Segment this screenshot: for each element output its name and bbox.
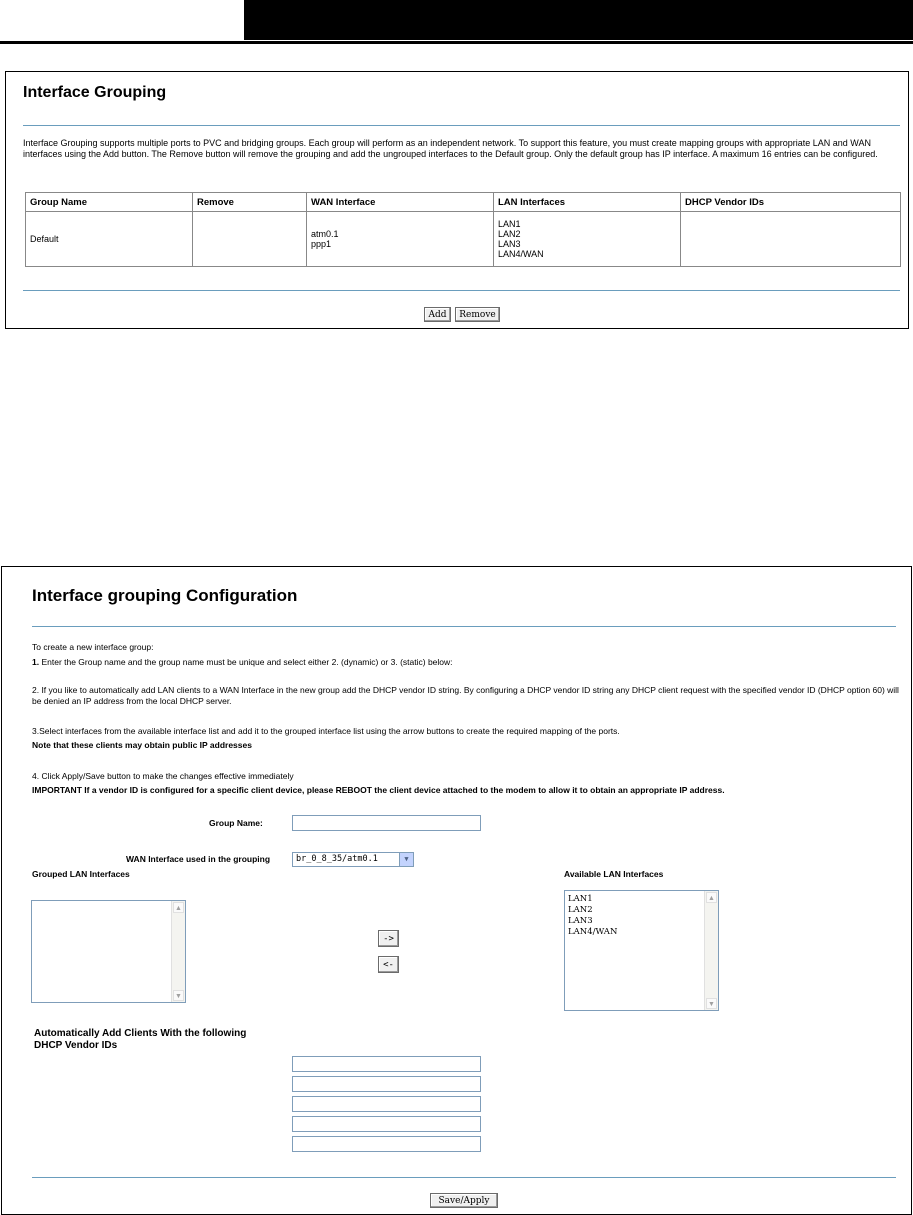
grouping-configuration-panel	[1, 566, 912, 1215]
grouping-description: Interface Grouping supports multiple ports to PVC and bridging groups. Each group will perform as an independent network. To support this feature, you must create mapping groups with appropriate LAN and WAN interfaces using the Add button. The Remove button will remove the grouping and add the ungrouped interfaces to the Default group. Only the default group has IP interface. A maximum 16 entries can be configured.	[23, 138, 878, 159]
step-1-number: 1.	[32, 657, 40, 667]
wan-interface-item: atm0.1	[311, 229, 339, 239]
move-left-button[interactable]: <-	[378, 956, 399, 973]
step-4: 4. Click Apply/Save button to make the changes effective immediately	[32, 771, 294, 781]
vendor-id-input-5[interactable]	[292, 1136, 481, 1152]
lan-interface-item: LAN2	[498, 229, 521, 239]
scroll-up-icon[interactable]: ▲	[706, 892, 717, 903]
divider	[23, 290, 900, 291]
header-rule	[0, 41, 913, 44]
column-header: DHCP Vendor IDs	[681, 193, 901, 212]
intro-text: To create a new interface group:	[32, 642, 154, 652]
step-1	[32, 657, 904, 668]
remove-button[interactable]: Remove	[455, 307, 500, 322]
list-item[interactable]: LAN2	[568, 905, 593, 915]
scrollbar[interactable]	[171, 901, 185, 1002]
wan-interface-label: WAN Interface used in the grouping	[126, 854, 271, 864]
group-name-cell: Default	[26, 212, 193, 267]
vendor-ids-label-1: Automatically Add Clients With the following	[34, 1028, 247, 1039]
table-header-row	[26, 193, 901, 212]
scroll-up-icon[interactable]: ▲	[173, 902, 184, 913]
remove-cell	[193, 212, 307, 267]
move-right-button[interactable]: ->	[378, 930, 399, 947]
column-header: Group Name	[26, 193, 193, 212]
divider	[23, 125, 900, 126]
vendor-ids-label-2: DHCP Vendor IDs	[34, 1040, 118, 1051]
available-lan-label: Available LAN Interfaces	[564, 869, 664, 879]
config-title: Interface grouping Configuration	[32, 586, 298, 605]
important-note	[32, 785, 904, 796]
scroll-down-icon[interactable]: ▼	[173, 990, 184, 1001]
available-lan-list[interactable]	[564, 890, 719, 1011]
save-apply-button[interactable]: Save/Apply	[430, 1193, 498, 1208]
page-title: Interface Grouping	[23, 84, 167, 101]
vendor-id-input-4[interactable]	[292, 1116, 481, 1132]
add-button[interactable]: Add	[424, 307, 451, 322]
grouping-table	[25, 192, 901, 267]
lan-interfaces-cell	[494, 212, 681, 267]
important-label: IMPORTANT	[32, 785, 82, 795]
wan-interface-cell	[307, 212, 494, 267]
divider	[32, 1177, 896, 1178]
lan-interface-item: LAN3	[498, 239, 521, 249]
header-bar	[244, 0, 913, 40]
interface-grouping-panel	[5, 71, 909, 329]
column-header: WAN Interface	[307, 193, 494, 212]
step-1-text: Enter the Group name and the group name must be unique and select either 2. (dynamic) or 3. (static) below:	[39, 657, 453, 667]
table-row	[26, 212, 901, 267]
step-3-note: Note that these clients may obtain public IP addresses	[32, 740, 252, 750]
step-2: 2. If you like to automatically add LAN clients to a WAN Interface in the new group add the DHCP vendor ID string. By configuring a DHCP vendor ID string any DHCP client request with the specified vendor ID (DHCP option 60) will be denied an IP address from the local DHCP server.	[32, 685, 899, 706]
group-name-label: Group Name:	[209, 818, 263, 828]
column-header: LAN Interfaces	[494, 193, 681, 212]
wan-interface-item: ppp1	[311, 239, 332, 249]
important-text: If a vendor ID is configured for a specific client device, please REBOOT the client device attached to the modem to allow it to obtain an appropriate IP address.	[81, 785, 725, 795]
lan-interface-item: LAN1	[498, 219, 521, 229]
scrollbar[interactable]	[704, 891, 718, 1010]
available-lan-options	[568, 894, 617, 938]
scroll-down-icon[interactable]: ▼	[706, 998, 717, 1009]
vendor-id-input-2[interactable]	[292, 1076, 481, 1092]
lan-interface-item: LAN4/WAN	[498, 249, 544, 259]
grouped-lan-label: Grouped LAN Interfaces	[32, 869, 130, 879]
grouped-lan-list[interactable]	[31, 900, 186, 1003]
vendor-id-input-3[interactable]	[292, 1096, 481, 1112]
list-item[interactable]: LAN3	[568, 916, 593, 926]
list-item[interactable]: LAN4/WAN	[568, 927, 618, 937]
chevron-down-icon[interactable]: ▼	[399, 853, 413, 866]
dhcp-vendor-ids-cell	[681, 212, 901, 267]
vendor-id-input-1[interactable]	[292, 1056, 481, 1072]
divider	[32, 626, 896, 627]
group-name-input[interactable]	[292, 815, 481, 831]
step-3: 3.Select interfaces from the available interface list and add it to the grouped interface list using the arrow buttons to create the required mapping of the ports.	[32, 726, 620, 736]
wan-interface-selected: br_0_8_35/atm0.1	[296, 854, 378, 864]
column-header: Remove	[193, 193, 307, 212]
list-item[interactable]: LAN1	[568, 894, 593, 904]
wan-interface-select[interactable]	[292, 852, 414, 867]
